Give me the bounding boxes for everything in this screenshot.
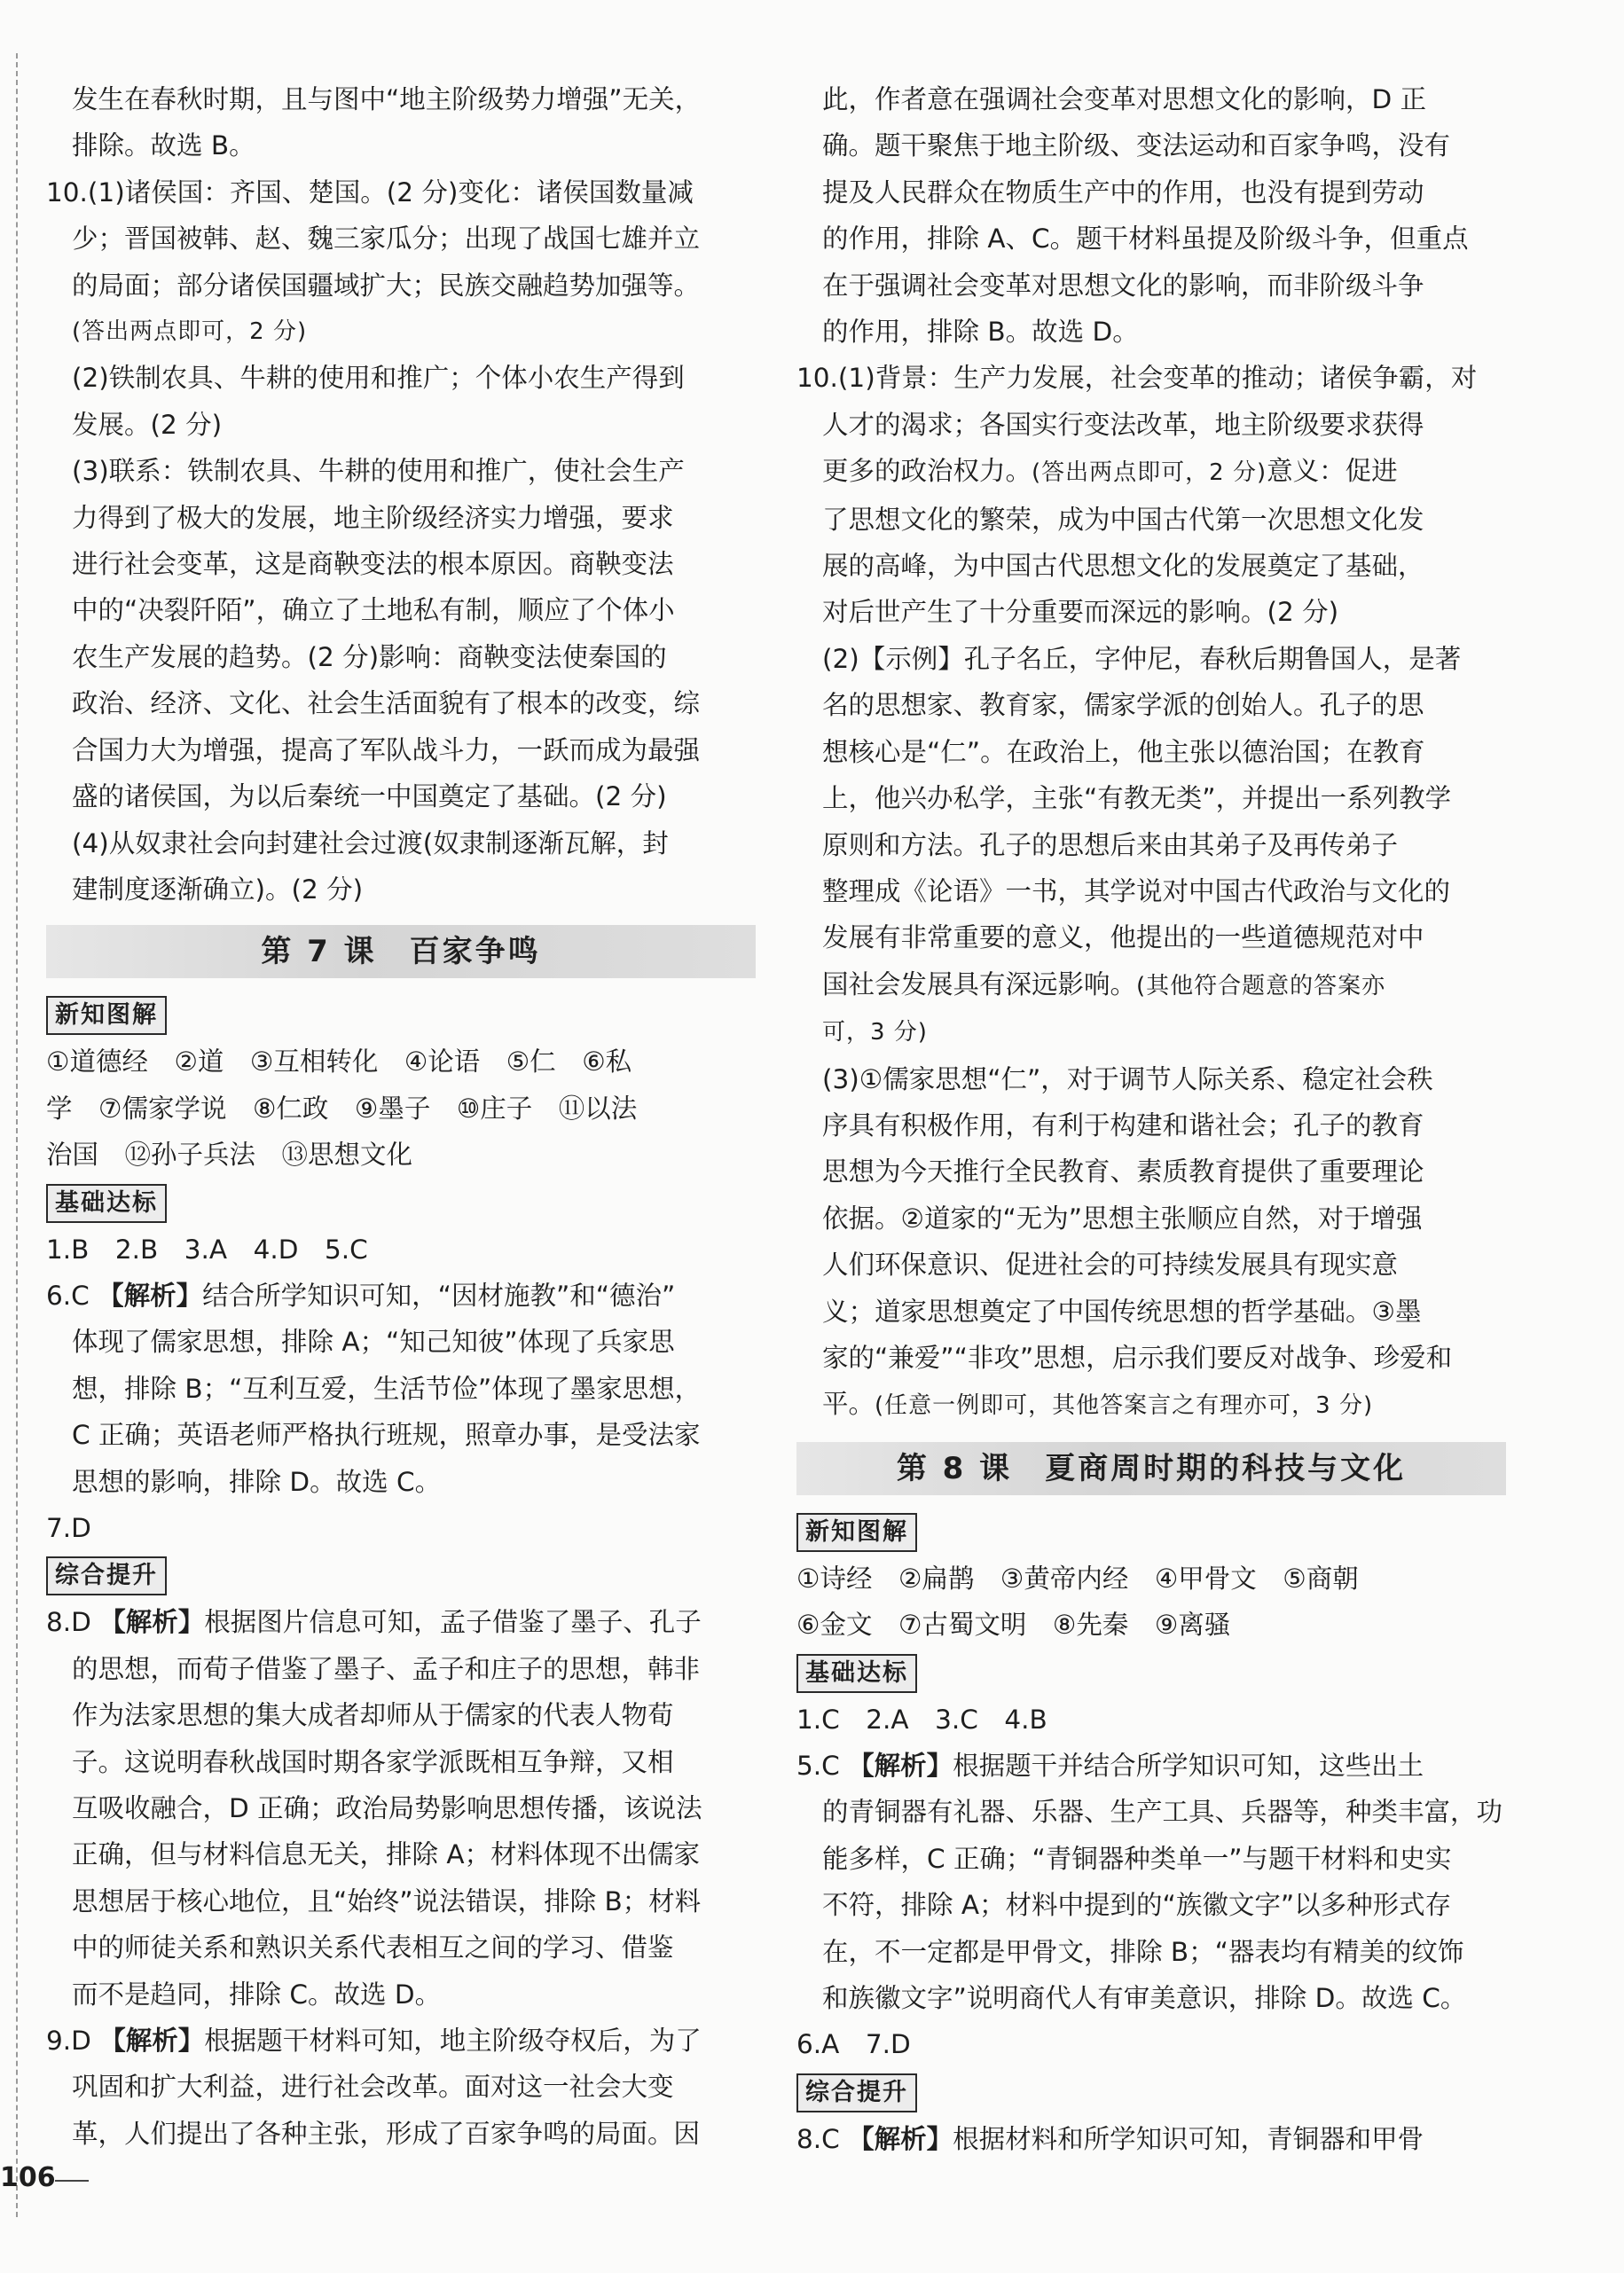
text-line: ①道德经 ②道 ③互相转化 ④论语 ⑤仁 ⑥私	[46, 1046, 632, 1078]
text-line: 建制度逐渐确立)。(2 分)	[72, 874, 364, 905]
page-number: 106	[0, 2162, 56, 2193]
text-line: 6.A 7.D	[796, 2029, 911, 2060]
text-line: 农生产发展的趋势。(2 分)影响：商鞅变法使秦国的	[72, 641, 667, 672]
left-column	[46, 76, 756, 2157]
text-line: 确。题干聚焦于地主阶级、变法运动和百家争鸣，没有	[822, 130, 1451, 161]
text-line: 的青铜器有礼器、乐器、生产工具、兵器等，种类丰富，功	[822, 1797, 1503, 1828]
section-tag-jichu: 基础达标	[46, 1184, 167, 1223]
question-8	[46, 1599, 756, 1645]
text-line: 序具有积极作用，有利于构建和谐社会；孔子的教育	[822, 1109, 1424, 1140]
text-line: 人们环保意识、促进社会的可持续发展具有现实意	[822, 1250, 1399, 1281]
section-tag-zonghe: 综合提升	[796, 2073, 917, 2112]
text-line: 想，排除 B；“互利互爱，生活节俭”体现了墨家思想，	[72, 1373, 702, 1404]
text-line: 了思想文化的繁荣，成为中国古代第一次思想文化发	[822, 504, 1424, 535]
question-number: 5.C	[796, 1751, 840, 1781]
text-line: 根据材料和所学知识可知，青铜器和甲骨	[953, 2123, 1424, 2154]
binding-dashed-line	[16, 53, 18, 2217]
text-line: 提及人民群众在物质生产中的作用，也没有提到劳动	[822, 176, 1424, 208]
question-number: 6.C	[46, 1280, 90, 1311]
text-line: 对后世产生了十分重要而深远的影响。(2 分)	[822, 597, 1339, 628]
text-line: 合国力大为增强，提高了军队战斗力，一跃而成为最强	[72, 734, 701, 765]
text-fragment: 意义：促进	[1267, 456, 1398, 487]
text-line: ⑥金文 ⑦古蜀文明 ⑧先秦 ⑨离骚	[796, 1610, 1231, 1641]
text-line: (2)铁制农具、牛耕的使用和推广；个体小农生产得到	[72, 363, 685, 394]
text-line: 义；道家思想奠定了中国传统思想的哲学基础。③墨	[822, 1296, 1422, 1327]
score-note: (答出两点即可，2 分)	[72, 318, 308, 346]
text-line: 政治、经济、文化、社会生活面貌有了根本的改变，综	[72, 688, 701, 719]
text-line	[796, 961, 1506, 1009]
text-line: 发生在春秋时期，且与图中“地主阶级势力增强”无关，	[72, 84, 702, 114]
text-line: 整理成《论语》一书，其学说对中国古代政治与文化的	[822, 875, 1451, 906]
section-tag-xinzhi: 新知图解	[46, 996, 167, 1035]
score-note: 可，3 分)	[822, 1019, 928, 1046]
text-line: 中的“决裂阡陌”，确立了土地私有制，顺应了个体小	[72, 595, 675, 626]
text-line: (4)从奴隶社会向封建社会过渡(奴隶制逐渐瓦解，封	[72, 827, 669, 858]
text-line: 排除。故选 B。	[72, 130, 255, 161]
text-line: 作为法家思想的集大成者却师从于儒家的代表人物荀	[72, 1700, 674, 1731]
section-tag-xinzhi: 新知图解	[796, 1513, 917, 1552]
score-note: (其他符合题意的答案亦	[1136, 972, 1386, 999]
text-line: 的作用，排除 A、C。题干材料虽提及阶级斗争，但重点	[822, 223, 1469, 255]
text-line: 而不是趋同，排除 C。故选 D。	[72, 1979, 442, 2010]
text-line	[796, 1381, 1506, 1429]
text-line: 思想的影响，排除 D。故选 C。	[72, 1466, 442, 1497]
text-line: 1.B 2.B 3.A 4.D 5.C	[46, 1234, 368, 1265]
analysis-tag: 【解析】	[98, 1280, 203, 1311]
lesson-8-heading: 第 8 课 夏商周时期的科技与文化	[796, 1442, 1506, 1495]
text-line: 上，他兴办私学，主张“有教无类”，并提出一系列教学	[822, 783, 1452, 814]
text-line: 思想居于核心地位，且“始终”说法错误，排除 B；材料	[72, 1885, 702, 1916]
text-line: 体现了儒家思想，排除 A；“知己知彼”体现了兵家思	[72, 1327, 675, 1358]
text-line: 子。这说明春秋战国时期各家学派既相互争辩，又相	[72, 1746, 674, 1777]
text-line: 根据图片信息可知，孟子借鉴了墨子、孔子	[204, 1607, 702, 1638]
text-line: 原则和方法。孔子的思想后来由其弟子及再传弟子	[822, 829, 1399, 860]
text-line: 10.(1)诸侯国：齐国、楚国。(2 分)变化：诸侯国数量减	[46, 176, 694, 208]
text-line: 进行社会变革，这是商鞅变法的根本原因。商鞅变法	[72, 549, 674, 580]
text-line: 不符，排除 A；材料中提到的“族徽文字”以多种形式存	[822, 1890, 1452, 1921]
score-note: (任意一例即可，其他答案言之有理亦可，3 分)	[875, 1392, 1374, 1420]
text-line: 发展。(2 分)	[72, 409, 223, 440]
analysis-tag: 【解析】	[848, 2123, 953, 2154]
text-fragment: 国社会发展具有深远影响。	[822, 968, 1137, 999]
text-line: 在，不一定都是甲骨文，排除 B；“器表均有精美的纹饰	[822, 1936, 1464, 1967]
text-line: 想核心是“仁”。在政治上，他主张以德治国；在教育	[822, 736, 1425, 767]
question-number: 8.C	[796, 2123, 840, 2154]
text-line: 正确，但与材料信息无关，排除 A；材料体现不出儒家	[72, 1839, 701, 1870]
text-fragment: 更多的政治权力。	[822, 456, 1032, 487]
text-line: 人才的渴求；各国实行变法改革，地主阶级要求获得	[822, 409, 1424, 440]
lesson-7-heading: 第 7 课 百家争鸣	[46, 925, 756, 978]
text-line	[796, 448, 1506, 496]
question-number: 9.D	[46, 2026, 91, 2057]
text-line: 名的思想家、教育家，儒家学派的创始人。孔子的思	[822, 690, 1424, 721]
text-line: 的作用，排除 B。故选 D。	[822, 317, 1139, 348]
score-note: (答出两点即可，2 分)	[1032, 459, 1267, 487]
text-line: (2)【示例】孔子名丘，字仲尼，春秋后期鲁国人，是著	[822, 643, 1462, 674]
analysis-tag: 【解析】	[99, 1607, 205, 1638]
text-line: 学 ⑦儒家学说 ⑧仁政 ⑨墨子 ⑩庄子 ⑪以法	[46, 1093, 638, 1124]
question-5	[796, 1743, 1506, 1789]
text-line: 中的师徒关系和熟识关系代表相互之间的学习、借鉴	[72, 1932, 674, 1963]
text-line: C 正确；英语老师严格执行班规，照章办事，是受法家	[72, 1420, 701, 1451]
text-line: 能多样，C 正确；“青铜器种类单一”与题干材料和史实	[822, 1843, 1452, 1874]
page-number-rule	[55, 2180, 89, 2182]
text-line: 根据题干材料可知，地主阶级夺权后，为了	[204, 2026, 702, 2057]
text-line: 思想为今天推行全民教育、素质教育提供了重要理论	[822, 1156, 1424, 1187]
text-line: 和族徽文字”说明商代人有审美意识，排除 D。故选 C。	[822, 1983, 1467, 2014]
text-line: 7.D	[46, 1512, 91, 1543]
text-line: 展的高峰，为中国古代思想文化的发展奠定了基础，	[822, 551, 1424, 582]
text-line: 此，作者意在强调社会变革对思想文化的影响，D 正	[822, 84, 1427, 114]
text-line: 的思想，而荀子借鉴了墨子、孟子和庄子的思想，韩非	[72, 1653, 701, 1684]
text-line: 革，人们提出了各种主张，形成了百家争鸣的局面。因	[72, 2118, 701, 2149]
question-number: 8.D	[46, 1607, 91, 1638]
text-line: 10.(1)背景：生产力发展，社会变革的推动；诸侯争霸，对	[796, 363, 1478, 394]
right-column	[796, 76, 1506, 2162]
text-line: 发展有非常重要的意义，他提出的一些道德规范对中	[822, 922, 1424, 953]
text-line: 在于强调社会变革对思想文化的影响，而非阶级斗争	[822, 270, 1424, 301]
text-line: 力得到了极大的发展，地主阶级经济实力增强，要求	[72, 502, 674, 533]
text-line: 少；晋国被韩、赵、魏三家瓜分；出现了战国七雄并立	[72, 223, 701, 255]
text-line: 治国 ⑫孙子兵法 ⑬思想文化	[46, 1140, 413, 1171]
text-fragment: 平。	[822, 1389, 875, 1420]
section-tag-jichu: 基础达标	[796, 1654, 917, 1693]
text-line: 依据。②道家的“无为”思想主张顺应自然，对于增强	[822, 1203, 1423, 1234]
text-line: 的局面；部分诸侯国疆域扩大；民族交融趋势加强等。	[72, 270, 701, 301]
text-line: ①诗经 ②扁鹊 ③黄帝内经 ④甲骨文 ⑤商朝	[796, 1563, 1359, 1594]
question-9	[46, 2018, 756, 2064]
text-line: 家的“兼爱”“非攻”思想，启示我们要反对战争、珍爱和	[822, 1342, 1453, 1373]
question-6	[46, 1273, 756, 1319]
section-tag-zonghe: 综合提升	[46, 1556, 167, 1595]
text-line: (3)①儒家思想“仁”，对于调节人际关系、稳定社会秩	[822, 1063, 1433, 1094]
text-line: 盛的诸侯国，为以后秦统一中国奠定了基础。(2 分)	[72, 781, 667, 812]
analysis-tag: 【解析】	[99, 2026, 205, 2057]
text-line: 根据题干并结合所学知识可知，这些出土	[953, 1751, 1424, 1781]
text-line: 结合所学知识可知，“因材施教”和“德治”	[202, 1280, 676, 1311]
text-line: 互吸收融合，D 正确；政治局势影响思想传播，该说法	[72, 1793, 702, 1823]
text-line: (3)联系：铁制农具、牛耕的使用和推广，使社会生产	[72, 456, 685, 487]
question-8	[796, 2116, 1506, 2162]
text-line: 1.C 2.A 3.C 4.B	[796, 1704, 1047, 1735]
analysis-tag: 【解析】	[848, 1751, 953, 1781]
text-line: 巩固和扩大利益，进行社会改革。面对这一社会大变	[72, 2072, 674, 2103]
